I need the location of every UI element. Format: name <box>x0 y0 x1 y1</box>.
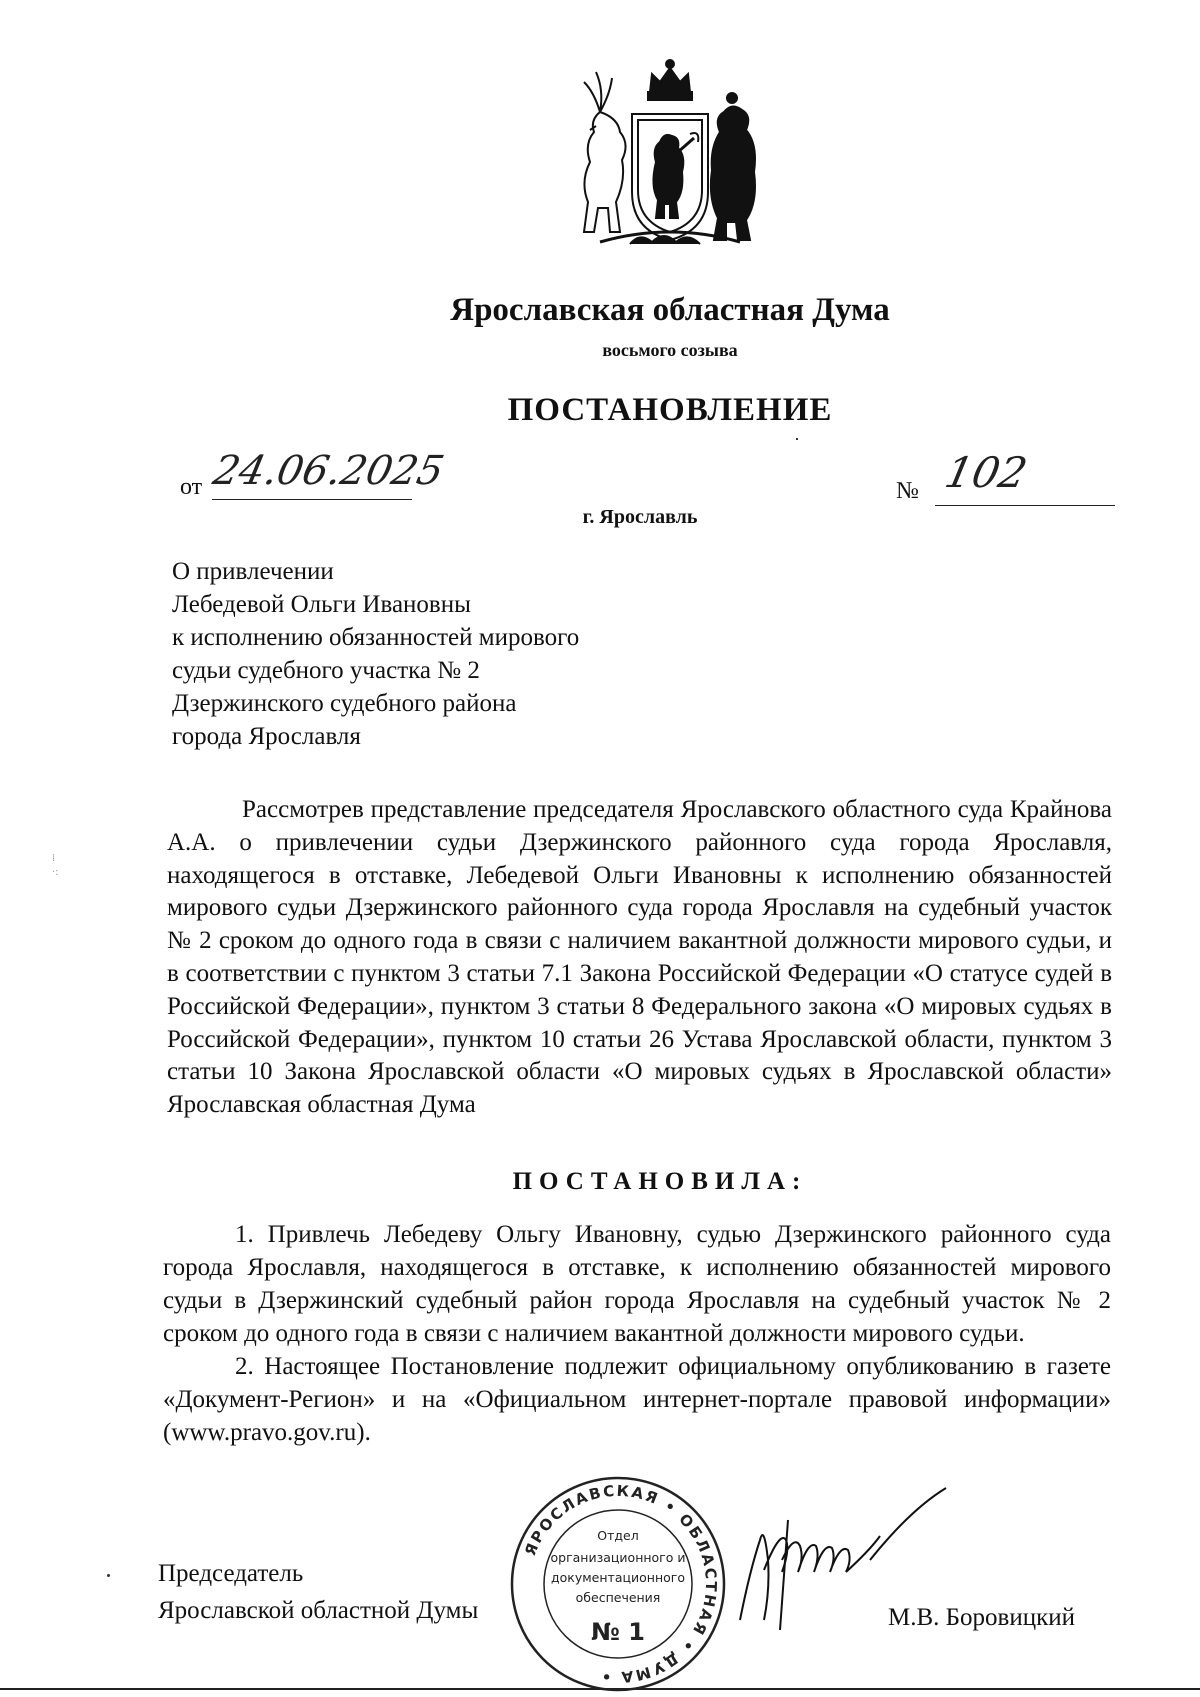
clause-1: 1. Привлечь Лебедеву Ольгу Ивановну, судью Дзержинского районного суда города Ярославля, находящегося в отставке, к исполнению обязанностей мирового судьи в Дзержинский судебный район города Ярославля на судебный участок № 2 сроком до одного года в связи с наличием вакантной должности мирового судьи. <box>163 1221 1111 1347</box>
scan-speck <box>796 438 798 440</box>
margin-scan-marks: ⁞ ·: <box>52 853 59 878</box>
subject-line: Дзержинского судебного района <box>172 690 517 717</box>
svg-text:документационного: документационного <box>551 1570 685 1585</box>
scan-dot <box>107 1574 110 1577</box>
city: г. Ярославль <box>582 506 698 528</box>
subject-line: города Ярославля <box>172 723 361 750</box>
date-underline <box>212 499 412 500</box>
org-name: Ярославская областная Дума <box>450 292 890 328</box>
coat-of-arms-icon <box>560 52 780 252</box>
bottom-edge-line <box>0 1688 1200 1690</box>
official-stamp-icon <box>508 1472 728 1696</box>
date-value-handwritten: 24.06.2025 <box>209 448 448 494</box>
subject-line: судьи судебного участка № 2 <box>172 657 480 684</box>
subject-line: Лебедевой Ольги Ивановны <box>172 591 471 618</box>
clause-2: 2. Настоящее Постановление подлежит официальному опубликованию в газете «Документ-Регион» и на «Официальном интернет-портале правовой информации» (www.pravo.gov.ru). <box>163 1353 1111 1446</box>
signatory-title-line-1: Председатель <box>158 1560 304 1587</box>
date-prefix: от <box>180 474 203 500</box>
svg-text:№ 1: № 1 <box>591 1618 645 1646</box>
signatory-name: М.В. Боровицкий <box>888 1604 1075 1631</box>
subject-line: О привлечении <box>172 558 334 585</box>
preamble-paragraph: Рассмотрев представление председателя Ярославского областного суда Крайнова А.А. о привлечении судьи Дзержинского районного суда города Ярославля, находящегося в отставке, Лебедевой Ольги Ивановны к исполнению обязанностей мирового судьи Дзержинского районного суда города Ярославля на судебный участок № 2 сроком до одного года в связи с наличием вакантной должности мирового судьи, и в соответствии с пунктом 3 статьи 7.1 Закона Российской Федерации «О статусе судей в Российской Федерации», пунктом 3 статьи 8 Федерального закона «О мировых судьях в Российской Федерации», пунктом 10 статьи 26 Устава Ярославской области, пунктом 3 статьи 10 Закона Ярославской области «О мировых судьях в Ярославской области» Ярославская областная Дума <box>167 796 1112 1119</box>
resolved-heading: ПОСТАНОВИЛА: <box>512 1168 808 1195</box>
clauses <box>163 1218 1111 1449</box>
preamble <box>167 794 1112 1122</box>
number-value-handwritten: 102 <box>940 448 1032 497</box>
signatory-title-line-2: Ярославской областной Думы <box>158 1597 479 1624</box>
subject-block <box>172 555 732 753</box>
svg-text:ЯРОСЛАВСКАЯ • ОБЛАСТНАЯ • ДУМА: ЯРОСЛАВСКАЯ • ОБЛАСТНАЯ • ДУМА • <box>521 1481 721 1687</box>
signatory-title <box>158 1555 478 1629</box>
handwritten-signature-icon <box>720 1480 950 1630</box>
convocation: восьмого созыва <box>602 340 738 360</box>
subject-line: к исполнению обязанностей мирового <box>172 624 580 651</box>
svg-text:обеспечения: обеспечения <box>575 1590 661 1605</box>
svg-text:организационного и: организационного и <box>550 1550 686 1565</box>
document-type-title: ПОСТАНОВЛЕНИЕ <box>507 392 833 428</box>
svg-text:Отдел: Отдел <box>597 1528 639 1543</box>
number-label: № <box>896 478 919 504</box>
